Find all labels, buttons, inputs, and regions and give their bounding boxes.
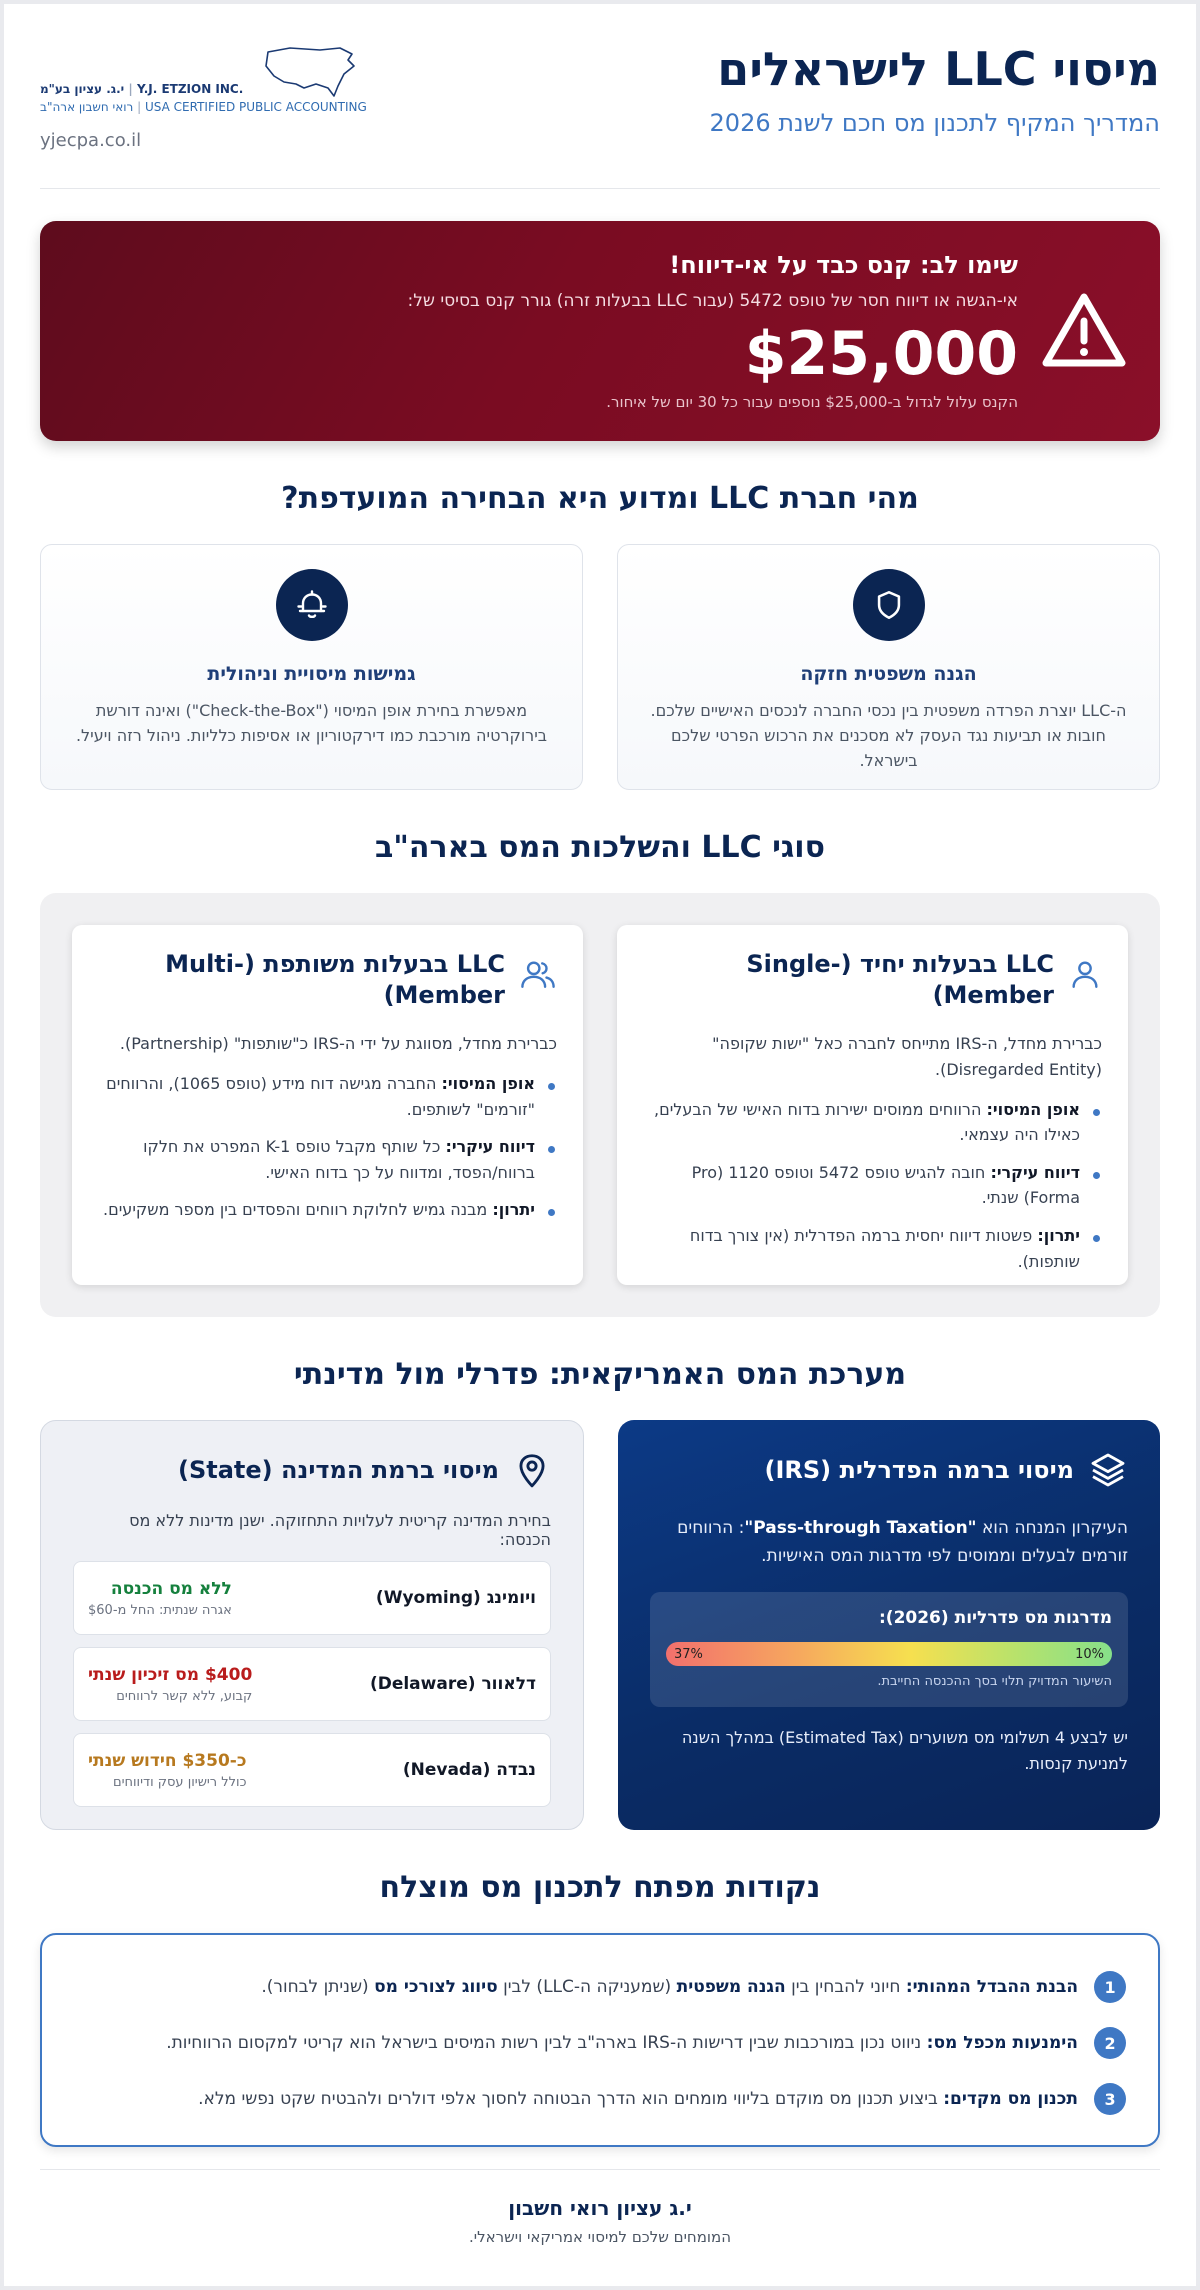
state-text: בחירת המדינה קריטית לעלויות התחזוקה. ישנן מדינות ללא מס הכנסה: [129, 1511, 551, 1549]
point-number: 2 [1094, 2027, 1126, 2059]
point-label: הימנעות מכפל מס: [926, 2033, 1078, 2053]
footer-tagline: המומחים שלכם למיסוי אמריקאי וישראלי. [469, 2228, 731, 2246]
bell-icon [276, 569, 348, 641]
item-text: כל שותף מקבל טופס K-1 המפרט את חלקו ברווח/הפסד, ומדווח על כך בדוח האישי. [143, 1137, 535, 1182]
fee-title: $400 מס זיכיון שנתי [88, 1664, 253, 1685]
type-card-header [643, 949, 1102, 1011]
item-label: דיווח עיקרי: [445, 1137, 535, 1157]
page-footer [40, 2169, 1160, 2246]
section-heading-tax-system: מערכת המס האמריקאית: פדרלי מול מדינתי [293, 1357, 907, 1392]
page-header [40, 4, 1160, 189]
point-text [261, 1977, 1078, 1997]
item-label: אופן המיסוי: [441, 1073, 535, 1093]
key-point [74, 1959, 1126, 2015]
map-pin-icon [513, 1451, 551, 1489]
state-name: דלאוור (Delaware) [369, 1674, 536, 1694]
company-logo [40, 44, 380, 114]
state-title: מיסוי ברמת המדינה (State) [178, 1456, 499, 1484]
item-label: אופן המיסוי: [986, 1099, 1080, 1119]
brackets-gradient-bar [666, 1642, 1112, 1666]
title-block [710, 44, 1160, 137]
type-card-single-member [617, 925, 1128, 1285]
type-description: כברירת מחדל, ה-IRS מתייחס לחברה כאל "ישות שקופה" (Disregarded Entity). [712, 1034, 1102, 1079]
list-item [643, 1223, 1102, 1274]
benefit-text: ה-LLC יוצרת הפרדה משפטית בין נכסי החברה לנכסים האישיים שלכם. חובות או תביעות נגד העסק לא מסכנים את הרכוש הפרטי שלכם בישראל. [650, 701, 1127, 770]
state-item-delaware [73, 1647, 551, 1721]
type-card-header [98, 949, 557, 1011]
point-bold-b: סיווג לצורכי מס [374, 1977, 498, 1997]
tax-system [40, 1420, 1160, 1830]
item-text: פשטות דיווח יחסית ברמה הפדרלית (אין צורך בדוח שותפות). [689, 1225, 1080, 1271]
warning-triangle-icon [1042, 289, 1126, 373]
benefit-text: מאפשרת בחירת אופן המיסוי ("Check-the-Box") ואינה דורשת בירוקרטיה מורכבת כמו דירקטוריון או אסיפות כלליות. ניהול רזה ויעיל. [75, 701, 548, 745]
website-link[interactable]: yjecpa.co.il [40, 130, 142, 151]
state-item-nevada [73, 1733, 551, 1807]
list-item [98, 1071, 557, 1122]
key-point [74, 2071, 1126, 2127]
point-text [198, 2089, 1078, 2109]
benefit-card-legal-protection [617, 544, 1160, 790]
key-points-box [40, 1933, 1160, 2147]
tax-brackets-box [650, 1592, 1128, 1707]
federal-text [650, 1514, 1128, 1570]
state-fee [88, 1579, 232, 1618]
logo-name-en: Y.J. ETZION INC. [136, 82, 244, 96]
list-item [98, 1197, 557, 1223]
point-text-a: ביצוע תכנון מס מוקדם בליווי מומחים הוא הדרך הבטוחה לחסוך אלפי דולרים ולהבטיח שקט נפשי מלא. [198, 2089, 938, 2109]
federal-header [650, 1450, 1128, 1490]
state-header [73, 1451, 551, 1489]
fee-title: ללא מס הכנסה [110, 1578, 232, 1599]
point-bold-a: הגנה משפטית [676, 1977, 786, 1997]
list-item [98, 1134, 557, 1185]
point-text-b: (שמעניקה ה-LLC) לבין [503, 1977, 672, 1997]
item-text: מבנה גמיש לחלוקת רווחים והפסדים בין מספר משקיעים. [103, 1200, 488, 1220]
item-text: החברה מגישה דוח מידע (טופס 1065), והרווחים "זורמים" לשותפים. [106, 1073, 535, 1119]
fee-subtext: כולל רישיון עסק ודיווחים [112, 1774, 247, 1790]
shield-icon [853, 569, 925, 641]
point-number: 3 [1094, 2083, 1126, 2115]
users-icon [519, 957, 557, 991]
section-heading-key-points: נקודות מפתח לתכנון מס מוצלח [379, 1870, 821, 1905]
logo-name-he: י.ג. עציון בע"מ [40, 82, 125, 96]
type-details-list [643, 1097, 1102, 1275]
logo-sub-en: USA CERTIFIED PUBLIC ACCOUNTING [145, 100, 367, 114]
alert-title: שימו לב: קנס כבד על אי-דיווח! [669, 251, 1018, 279]
penalty-alert [40, 221, 1160, 441]
brackets-note: השיעור המדויק תלוי בסך ההכנסה החייבת. [877, 1674, 1112, 1690]
benefit-title: הגנה משפטית חזקה [800, 663, 977, 685]
item-label: יתרון: [1037, 1225, 1080, 1245]
bracket-high-label: 37% [674, 1646, 703, 1662]
item-text: הרווחים ממוסים ישירות בדוח האישי של הבעלים, כאילו היה עצמאי. [654, 1099, 1080, 1145]
type-description: כברירת מחדל, מסווגת על ידי ה-IRS כ"שותפות" (Partnership). [119, 1034, 557, 1054]
item-text: חובה להגיש טופס 5472 וטופס 1120 (Pro Forma) שנתי. [691, 1162, 1080, 1208]
section-heading-what-is: מהי חברת LLC ומדוע היא הבחירה המועדפת? [281, 481, 919, 516]
federal-text-bold: "Pass-through Taxation" [744, 1518, 977, 1538]
benefit-title: גמישות מיסויית וניהולית [207, 663, 416, 685]
federal-text-post: : הרווחים זורמים לבעלים וממוסים לפי מדרגות המס האישיות. [677, 1518, 1128, 1567]
fee-subtext: אגרה שנתית: החל מ-$60 [88, 1602, 232, 1618]
llc-types [40, 893, 1160, 1317]
list-item [643, 1097, 1102, 1148]
type-card-multi-member [72, 925, 583, 1285]
list-item [643, 1160, 1102, 1211]
state-tax-card [40, 1420, 584, 1830]
user-icon [1068, 957, 1102, 991]
usa-map-icon [260, 44, 360, 100]
state-name: נבדה (Nevada) [402, 1760, 536, 1780]
penalty-amount: $25,000 [744, 319, 1018, 389]
bracket-low-label: 10% [1075, 1646, 1104, 1662]
state-item-wyoming [73, 1561, 551, 1635]
alert-text: אי-הגשה או דיווח חסר של טופס 5472 (עבור LLC בבעלות זרה) גורר קנס בסיסי של: [407, 291, 1018, 311]
federal-text-pre: העיקרון המנחה הוא [981, 1518, 1128, 1538]
point-label: תכנון מס מקדים: [943, 2089, 1078, 2109]
federal-footer-text: יש לבצע 4 תשלומי מס משוערים (Estimated Tax) במהלך השנה למניעת קנסות. [681, 1728, 1128, 1774]
point-label: הבנת ההבדל המהותי: [905, 1977, 1078, 1997]
page [4, 4, 1196, 2286]
state-name: ויומינג (Wyoming) [375, 1588, 536, 1608]
state-fee [88, 1665, 252, 1704]
type-title: LLC בבעלות משותפת (Multi-Member) [165, 950, 505, 1010]
point-text-a: ניווט נכון במורכבות שבין דרישות ה-IRS בארה"ב לבין רשות המיסים בישראל הוא קריטי למקסום הרווחיות. [166, 2033, 922, 2053]
company-logo-block [40, 44, 380, 151]
fee-title: כ-$350 חידוש שנתי [88, 1750, 247, 1771]
benefit-cards [40, 544, 1160, 790]
point-number: 1 [1094, 1971, 1126, 2003]
federal-tax-card [618, 1420, 1160, 1830]
alert-note: הקנס עלול לגדול ב-$25,000 נוספים עבור כל 30 יום של איחור. [606, 393, 1018, 411]
brackets-title: מדרגות מס פדרליות (2026): [878, 1608, 1112, 1629]
logo-text-bottom: רואי חשבון ארה"ב | USA CERTIFIED PUBLIC ACCOUNTING [40, 100, 367, 114]
benefit-card-flexibility [40, 544, 583, 790]
point-text-a: חיוני להבחין בין [791, 1977, 901, 1997]
point-text [166, 2033, 1078, 2053]
page-title: מיסוי LLC לישראלים [717, 42, 1160, 96]
type-details-list [98, 1071, 557, 1223]
type-title: LLC בבעלות יחיד (Single-Member) [746, 950, 1054, 1010]
state-fee [88, 1751, 246, 1790]
item-label: יתרון: [492, 1200, 535, 1220]
federal-title: מיסוי ברמה הפדרלית (IRS) [764, 1456, 1074, 1484]
logo-text-top: י.ג. עציון בע"מ | Y.J. ETZION INC. [40, 82, 244, 96]
point-text-c: (שניתן לבחור). [261, 1977, 369, 1997]
page-subtitle: המדריך המקיף לתכנון מס חכם לשנת 2026 [709, 108, 1160, 137]
alert-body [408, 251, 1018, 411]
layers-icon [1088, 1450, 1128, 1490]
section-heading-llc-types: סוגי LLC והשלכות המס בארה"ב [375, 830, 825, 865]
footer-company-name: י.ג עציון רואי חשבון [508, 2196, 692, 2220]
logo-sub-he: רואי חשבון ארה"ב [40, 100, 134, 114]
item-label: דיווח עיקרי: [990, 1162, 1080, 1182]
fee-subtext: קבוע, ללא קשר לרווחים [116, 1688, 253, 1704]
key-point [74, 2015, 1126, 2071]
